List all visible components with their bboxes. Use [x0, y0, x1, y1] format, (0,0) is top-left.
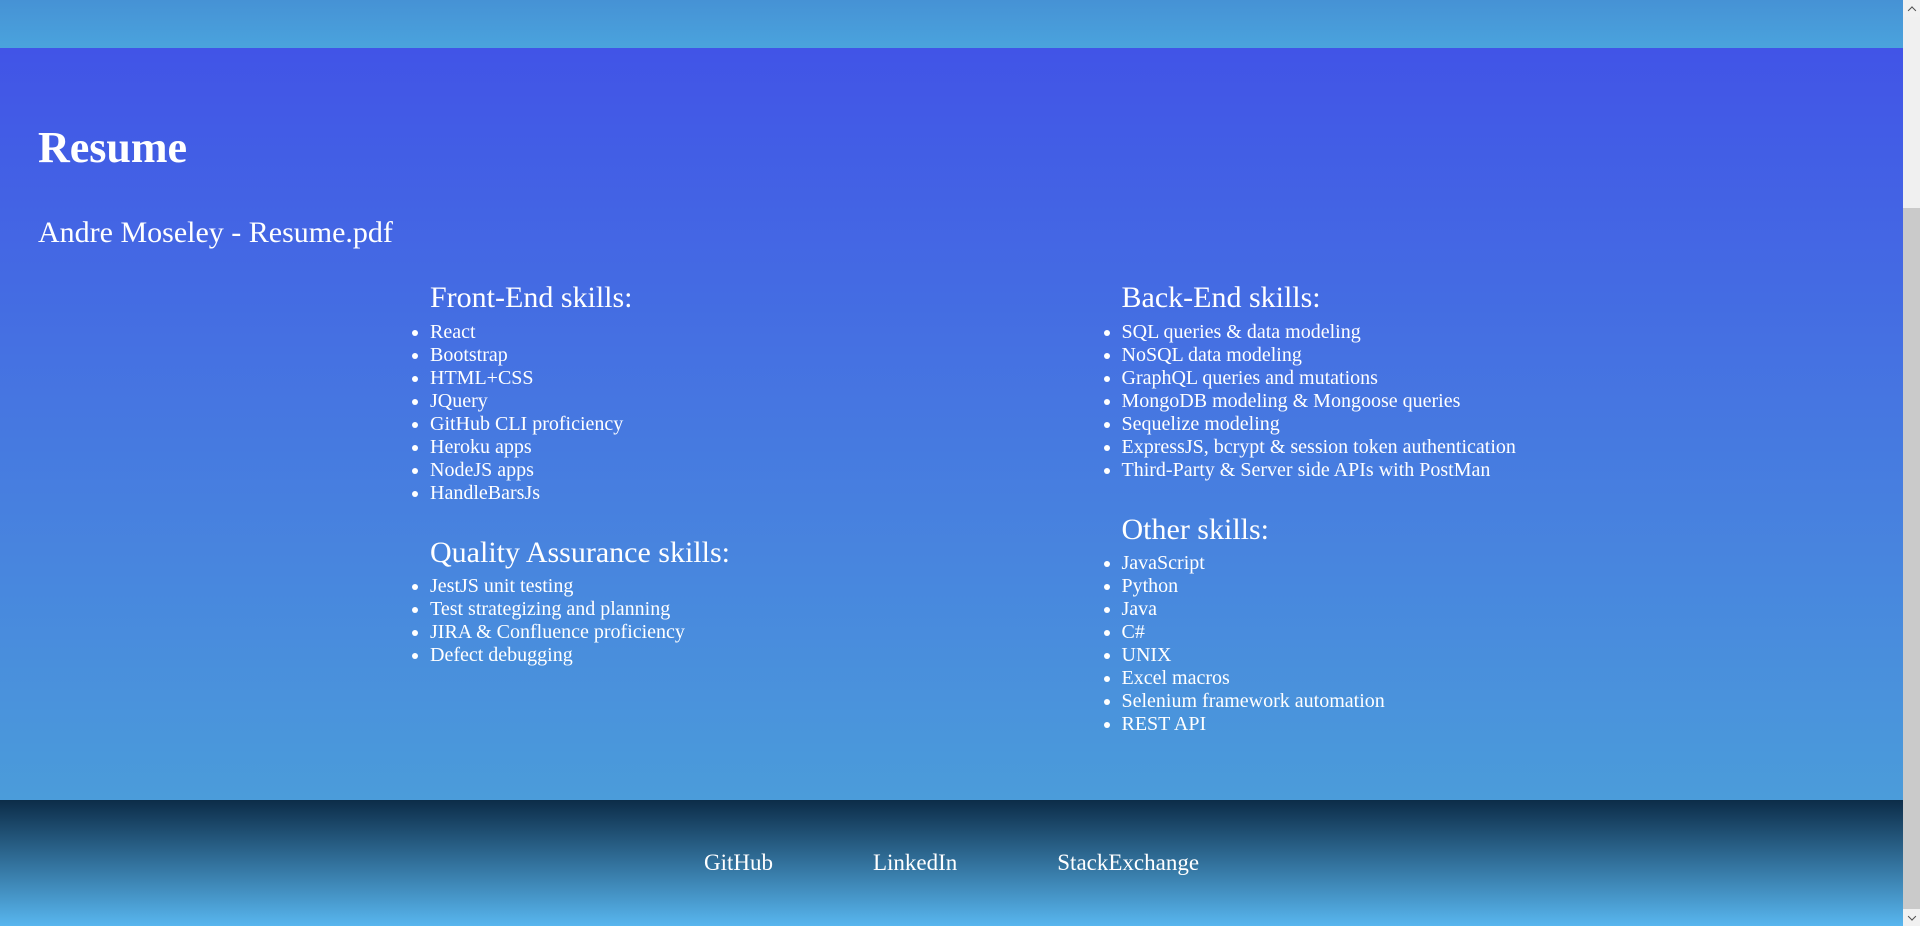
skills-column-right	[952, 281, 1904, 736]
resume-pdf-link[interactable]: Andre Moseley - Resume.pdf	[38, 215, 393, 249]
skill-list	[1082, 321, 1904, 482]
skill-item: • GraphQL queries and mutations	[1122, 367, 1904, 390]
skill-item: • Bootstrap	[430, 344, 952, 367]
page-footer	[0, 800, 1903, 926]
skill-item: • JestJS unit testing	[430, 575, 952, 598]
skill-item: • ExpressJS, bcrypt & session token authentication	[1122, 436, 1904, 459]
skill-item: • Defect debugging	[430, 644, 952, 667]
skill-group-title: Other skills:	[1121, 512, 1269, 546]
skill-item: • C#	[1122, 621, 1904, 644]
skill-list	[390, 321, 952, 505]
linkedin-link[interactable]: LinkedIn	[872, 850, 958, 875]
skill-item: • JQuery	[430, 390, 952, 413]
scrollbar-thumb[interactable]	[1903, 208, 1920, 909]
skill-group-back-end	[1082, 281, 1904, 482]
skill-group-title: Front-End skills:	[430, 281, 633, 315]
skill-item: • SQL queries & data modeling	[1122, 321, 1904, 344]
skill-group-quality-assurance	[390, 536, 952, 668]
scrollbar-track[interactable]	[1903, 17, 1920, 909]
chevron-up-icon	[1907, 6, 1915, 14]
skill-item: • React	[430, 321, 952, 344]
skill-item: • UNIX	[1122, 644, 1904, 667]
skill-item: • NoSQL data modeling	[1122, 344, 1904, 367]
stackexchange-link[interactable]: StackExchange	[1057, 850, 1200, 875]
resume-section	[0, 48, 1903, 800]
skill-item: • HandleBarsJs	[430, 482, 952, 505]
skill-item: • REST API	[1122, 713, 1904, 736]
skill-item: • Java	[1122, 598, 1904, 621]
skill-list	[390, 575, 952, 667]
page-title: Resume	[38, 123, 188, 172]
skill-item: • Excel macros	[1122, 667, 1904, 690]
github-link[interactable]: GitHub	[703, 850, 773, 875]
skill-group-other	[1082, 513, 1904, 737]
skills-column-left	[0, 281, 952, 736]
scroll-up-button[interactable]	[1903, 0, 1920, 17]
skill-item: • Sequelize modeling	[1122, 413, 1904, 436]
skill-item: • Test strategizing and planning	[430, 598, 952, 621]
skill-item: • JavaScript	[1122, 552, 1904, 575]
chevron-down-icon	[1907, 912, 1915, 920]
skill-group-title: Quality Assurance skills:	[430, 535, 730, 569]
skill-group-front-end	[390, 281, 952, 505]
skill-item: • NodeJS apps	[430, 459, 952, 482]
scroll-down-button[interactable]	[1903, 909, 1920, 926]
skill-list	[1082, 552, 1904, 736]
vertical-scrollbar[interactable]	[1903, 0, 1920, 926]
top-navbar	[0, 0, 1903, 48]
skill-item: • MongoDB modeling & Mongoose queries	[1122, 390, 1904, 413]
skill-item: • Python	[1122, 575, 1904, 598]
skill-group-title: Back-End skills:	[1121, 281, 1321, 315]
skill-item: • JIRA & Confluence proficiency	[430, 621, 952, 644]
skill-item: • GitHub CLI proficiency	[430, 413, 952, 436]
skill-item: • HTML+CSS	[430, 367, 952, 390]
skill-item: • Third-Party & Server side APIs with PostMan	[1122, 459, 1904, 482]
skill-item: • Heroku apps	[430, 436, 952, 459]
skill-item: • Selenium framework automation	[1122, 690, 1904, 713]
skills-section	[0, 281, 1903, 736]
